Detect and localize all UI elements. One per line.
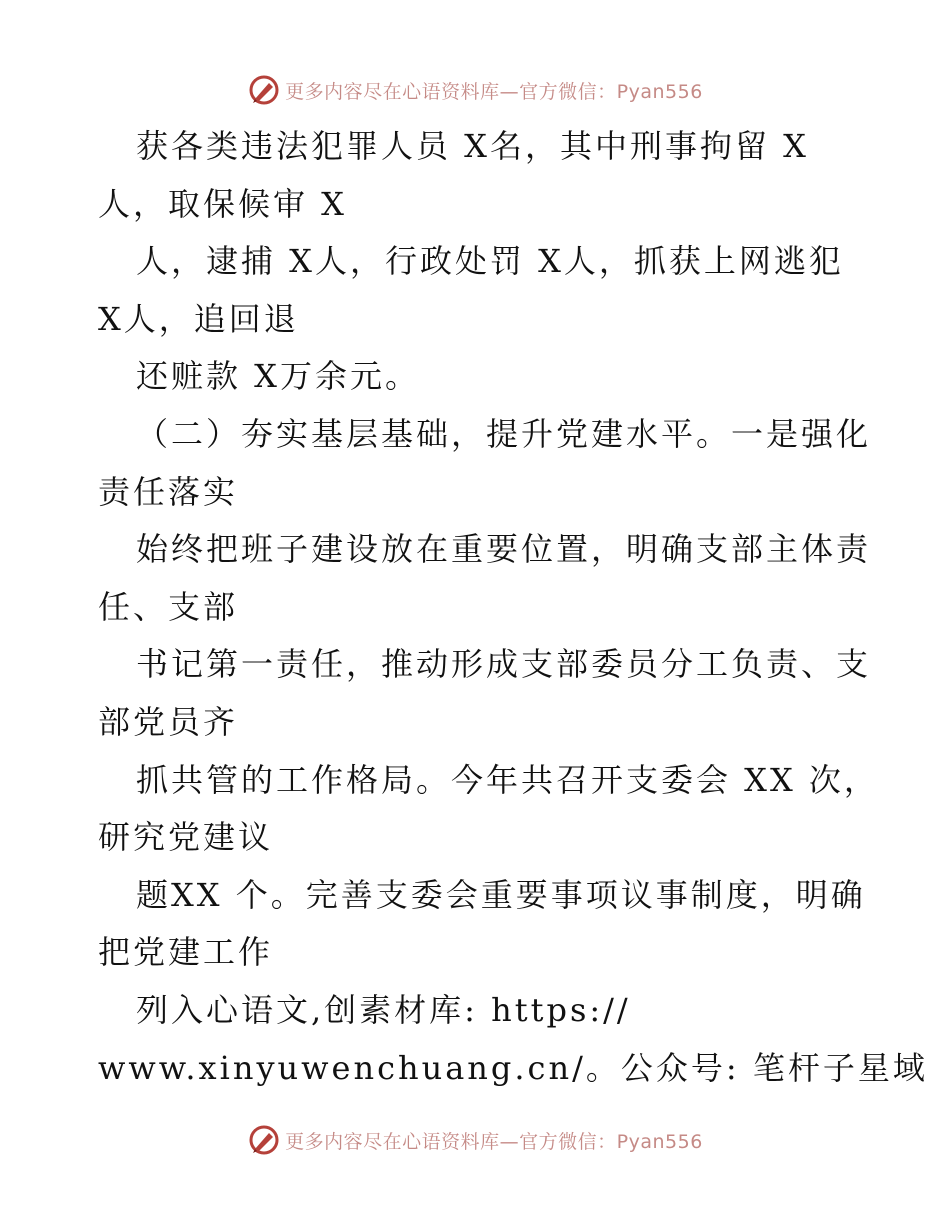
body-line: 部党员齐 xyxy=(98,702,239,741)
body-line: 题XX 个。完善支委会重要事项议事制度，明确 xyxy=(136,875,866,914)
body-line: 获各类违法犯罪人员 X名，其中刑事拘留 X xyxy=(136,127,809,165)
body-line: 责任落实 xyxy=(98,472,239,511)
body-line: 人，取保候审 X xyxy=(98,184,347,223)
footer-banner xyxy=(0,1118,950,1162)
body-line: 书记第一责任，推动形成支部委员分工负责、支 xyxy=(136,645,872,684)
body-line: 始终把班子建设放在重要位置，明确支部主体责 xyxy=(136,530,872,569)
body-line: www.xinyuwenchuang.cn/。公众号: 笔杆子星域 xyxy=(98,1048,928,1087)
body-line: 列入心语文,创素材库: https:// xyxy=(136,990,631,1029)
document-body xyxy=(98,118,928,1097)
body-line: 人，逮捕 X人，行政处罚 X人，抓获上网逃犯 xyxy=(136,242,844,281)
body-line: 抓共管的工作格局。今年共召开支委会 XX 次， xyxy=(136,760,879,799)
body-line: 研究党建议 xyxy=(98,818,274,857)
body-line: 把党建工作 xyxy=(98,933,274,972)
body-line: X人，追回退 xyxy=(98,299,299,338)
body-line: 任、支部 xyxy=(98,587,239,626)
header-banner xyxy=(0,68,950,112)
red-pen-circle-logo-icon xyxy=(247,1123,281,1157)
body-line: 还赃款 X万余元。 xyxy=(136,357,420,396)
header-banner-text: 更多内容尽在心语资料库—官方微信：Pyan556 xyxy=(285,80,703,103)
footer-banner-text: 更多内容尽在心语资料库—官方微信：Pyan556 xyxy=(285,1130,703,1153)
body-line: （二）夯实基层基础，提升党建水平。一是强化 xyxy=(136,414,872,453)
red-pen-circle-logo-icon xyxy=(247,73,281,107)
